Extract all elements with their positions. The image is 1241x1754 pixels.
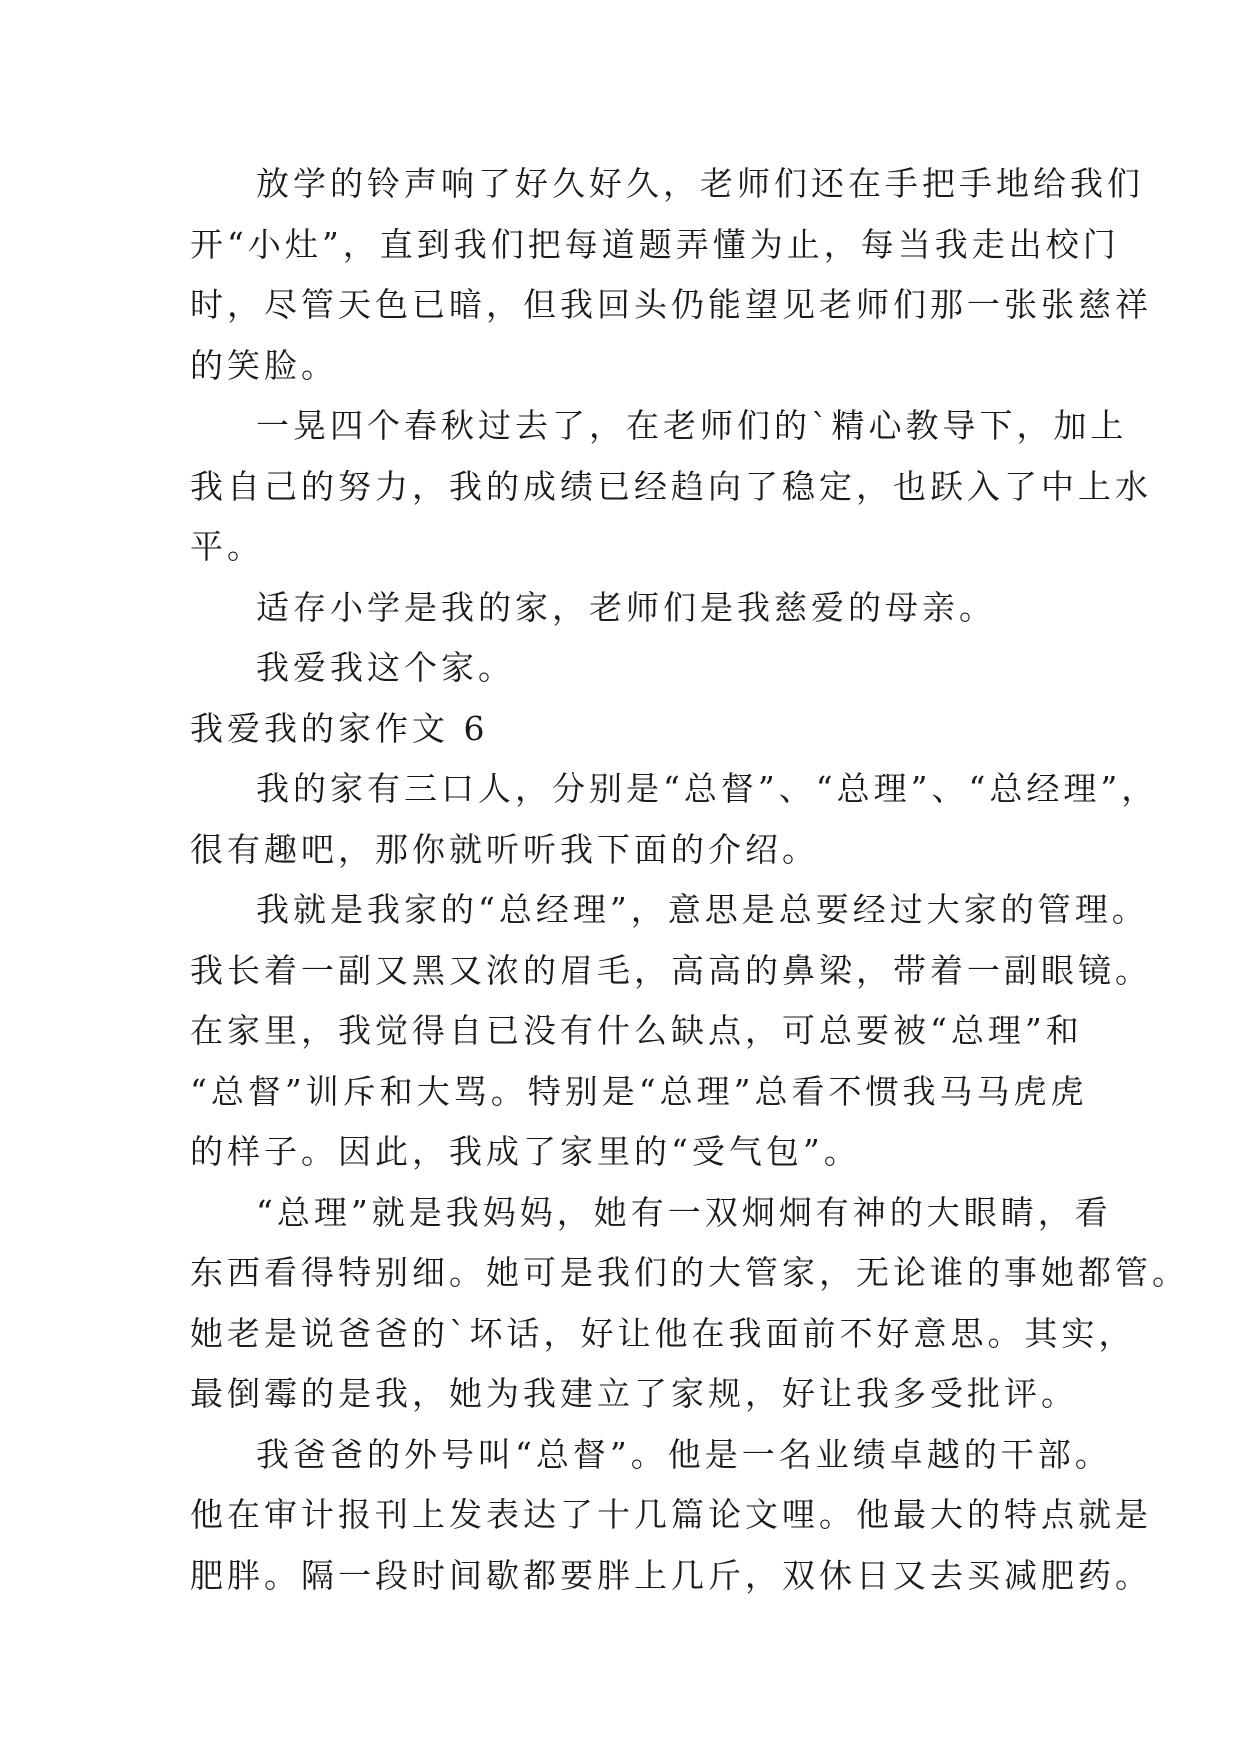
text-line: 的样子。因此，我成了家里的“受气包”。 [190,1132,861,1171]
text-line: 很有趣吧，那你就听听我下面的介绍。 [190,829,819,869]
text-line: “总理”就是我妈妈，她有一双炯炯有神的大眼睛，看 [256,1192,1112,1232]
section-heading: 我爱我的家作文 6 [190,708,489,748]
text-line: 在家里，我觉得自已没有什么缺点，可总要被“总理”和 [190,1011,1083,1050]
text-line: 时，尽管天色已暗，但我回头仍能望见老师们那一张张慈祥 [190,285,1152,324]
text-line: 肥胖。隔一段时间歇都要胖上几斤，双休日又去买减肥药。 [190,1555,1152,1595]
text-line: 我自己的努力，我的成绩已经趋向了稳定，也跃入了中上水 [190,466,1152,506]
text-line: 我就是我家的“总经理”，意思是总要经过大家的管理。 [256,890,1149,929]
text-line: 我爸爸的外号叫“总督”。他是一名业绩卓越的干部。 [256,1434,1112,1474]
document-body [190,154,1189,1606]
text-line: 一晃四个春秋过去了，在老师们的`精心教导下，加上 [256,406,1128,445]
text-line: 的笑脸。 [190,345,338,385]
text-line: 我的家有三口人，分别是“总督”、“总理”、“总经理”， [256,769,1159,808]
text-line: 开“小灶”，直到我们把每道题弄懂为止，每当我走出校门 [190,224,1120,264]
text-line: 放学的铃声响了好久好久，老师们还在手把手地给我们 [256,164,1144,203]
text-line: 我爱我这个家。 [256,648,515,687]
text-line: 适存小学是我的家，老师们是我慈爱的母亲。 [256,587,996,627]
text-line: 我长着一副又黑又浓的眉毛，高高的鼻梁，带着一副眼镜。 [190,950,1152,990]
text-line: 她老是说爸爸的`坏话，好让他在我面前不好意思。其实， [190,1313,1136,1353]
text-line: “总督”训斥和大骂。特别是“总理”总看不惯我马马虎虎 [190,1071,1088,1111]
text-line: 他在审计报刊上发表达了十几篇论文哩。他最大的特点就是 [190,1495,1152,1534]
text-line: 平。 [190,527,264,566]
text-line: 东西看得特别细。她可是我们的大管家，无论谁的事她都管。 [190,1253,1189,1292]
text-line: 最倒霉的是我，她为我建立了家规，好让我多受批评。 [190,1374,1078,1413]
